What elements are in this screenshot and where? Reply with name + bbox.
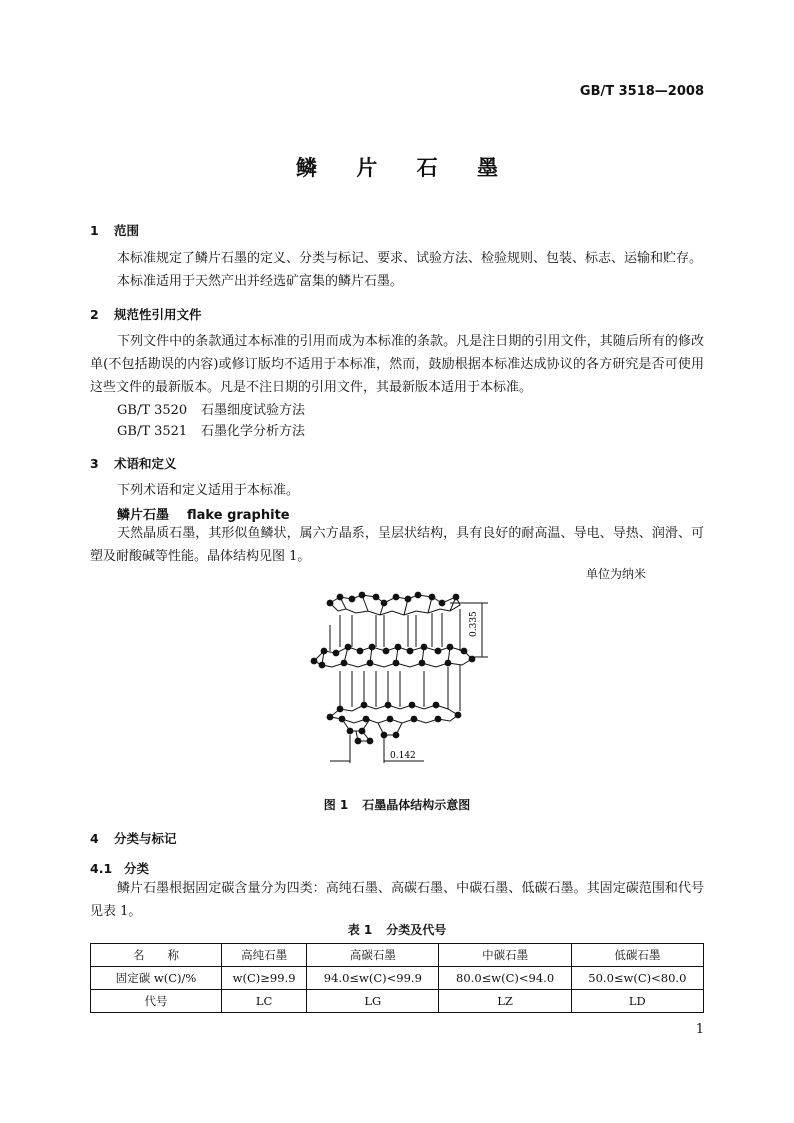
normative-ref-1 xyxy=(117,399,305,418)
figure-caption xyxy=(0,796,794,813)
table-header-cell: 高碳石墨 xyxy=(307,944,439,967)
section-3-para-1: 下列术语和定义适用于本标准。 xyxy=(117,483,300,498)
section-number: 1 xyxy=(90,223,99,238)
subsection-number: 4.1 xyxy=(90,861,113,876)
table-header-cell: 中碳石墨 xyxy=(439,944,571,967)
structure-atoms xyxy=(311,592,476,745)
table-label: 表 1 xyxy=(347,923,373,937)
ref-title: 石墨化学分析方法 xyxy=(201,424,306,439)
table-cell: 94.0≤w(C)<99.9 xyxy=(307,967,439,990)
section-number: 3 xyxy=(90,456,99,471)
table-cell: 80.0≤w(C)<94.0 xyxy=(439,967,571,990)
table-caption xyxy=(0,921,794,938)
table-cell: LC xyxy=(222,990,307,1013)
subsection-4-1-para: 鳞片石墨根据固定碳含量分为四类：高纯石墨、高碳石墨、中碳石墨、低碳石墨。其固定碳范围和代号见表 1。 xyxy=(90,881,704,919)
subsection-4-1-heading xyxy=(90,859,149,877)
table-cell: LG xyxy=(307,990,439,1013)
section-1-para-1: 本标准规定了鳞片石墨的定义、分类与标记、要求、试验方法、检验规则、包装、标志、运输和贮存。 xyxy=(117,251,703,266)
section-title: 范围 xyxy=(114,223,140,238)
term-entry xyxy=(117,504,290,523)
section-number: 4 xyxy=(90,831,99,846)
document-title: 鳞 片 石 墨 xyxy=(296,156,514,180)
table-cell: 代号 xyxy=(91,990,222,1013)
section-4-heading xyxy=(90,829,177,847)
classification-table xyxy=(90,943,704,1013)
term-definition: 天然晶质石墨，其形似鱼鳞状，属六方晶系，呈层状结构，具有良好的耐高温、导电、导热、润滑、可塑及耐酸碱等性能。晶体结构见图 1。 xyxy=(90,526,704,564)
figure-label: 图 1 xyxy=(323,798,349,812)
figure-caption-text: 石墨晶体结构示意图 xyxy=(362,798,471,812)
table-caption-text: 分类及代号 xyxy=(386,923,447,937)
ref-code: GB/T 3521 xyxy=(117,424,188,439)
normative-ref-2 xyxy=(117,420,305,439)
subsection-title: 分类 xyxy=(124,861,150,876)
dimension-layer-spacing: 0.335 xyxy=(469,611,479,637)
graphite-structure-figure xyxy=(300,585,500,770)
dimension-bond-length: 0.142 xyxy=(390,751,416,761)
table-header-row xyxy=(91,944,704,967)
section-number: 2 xyxy=(90,307,99,322)
unit-note: 单位为纳米 xyxy=(585,567,646,581)
ref-code: GB/T 3520 xyxy=(117,403,188,418)
standard-number: GB/T 3518—2008 xyxy=(579,84,704,99)
section-title: 规范性引用文件 xyxy=(114,307,202,322)
table-cell: LZ xyxy=(439,990,571,1013)
table-header-cell: 低碳石墨 xyxy=(571,944,703,967)
table-header-cell: 名 称 xyxy=(91,944,222,967)
section-title: 术语和定义 xyxy=(114,456,177,471)
page-number: 1 xyxy=(695,1022,704,1037)
table-cell: w(C)≥99.9 xyxy=(222,967,307,990)
section-1-heading xyxy=(90,221,139,239)
section-2-heading xyxy=(90,305,202,323)
term-english: flake graphite xyxy=(187,508,290,523)
section-2-para-1: 下列文件中的条款通过本标准的引用而成为本标准的条款。凡是注日期的引用文件，其随后所有的修改单(不包括勘误的内容)或修订版均不适用于本标准，然而，鼓励根据本标准达成协议的各方研究是否可使用这些文件的最新版本。凡是不注日期的引用文件，其最新版本适用于本标准。 xyxy=(90,334,704,395)
structure-bonds xyxy=(314,595,488,763)
section-1-para-2: 本标准适用于天然产出并经选矿富集的鳞片石墨。 xyxy=(117,274,404,289)
table-cell: 50.0≤w(C)<80.0 xyxy=(571,967,703,990)
term-chinese: 鳞片石墨 xyxy=(117,508,170,523)
section-3-heading xyxy=(90,454,177,472)
table-row xyxy=(91,990,704,1013)
section-title: 分类与标记 xyxy=(114,831,177,846)
table-header-cell: 高纯石墨 xyxy=(222,944,307,967)
table-cell: LD xyxy=(571,990,703,1013)
ref-title: 石墨细度试验方法 xyxy=(201,403,306,418)
table-cell: 固定碳 w(C)/% xyxy=(91,967,222,990)
table-row xyxy=(91,967,704,990)
